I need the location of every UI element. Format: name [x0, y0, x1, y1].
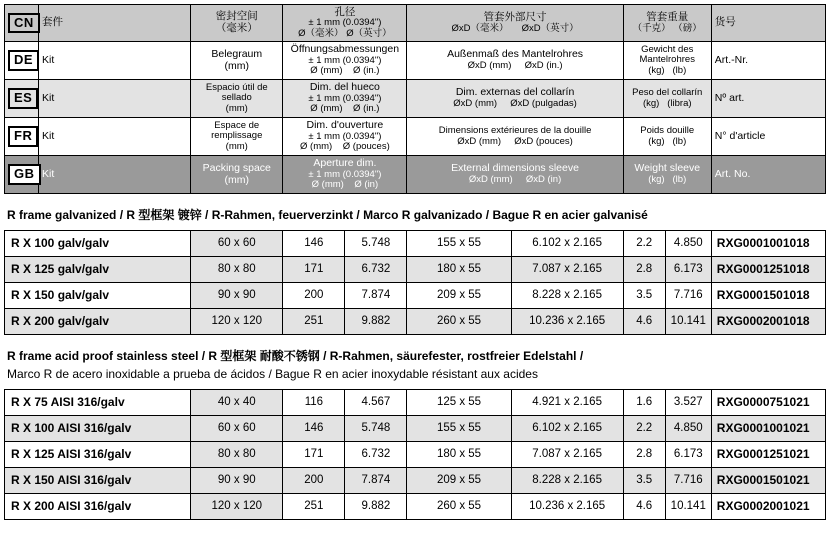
col-packing-space-es-l2: sellado: [221, 92, 252, 104]
col-art-gb: Art. No.: [711, 156, 825, 194]
section-title-galvanized-line1: R frame galvanized / R 型框架 镀锌 / R-Rahmen, feuerverzinkt / Marco R galvanizado / Bague R en acier galvanisé: [7, 208, 648, 222]
header-row-de: [5, 42, 826, 80]
col-aperture-es-mm: Ø (mm): [310, 103, 343, 115]
col-aperture-cn-tol: ± 1 mm (0.0394"): [308, 17, 382, 29]
lang-badge-fr: [5, 118, 39, 156]
section-title-galvanized: [7, 207, 826, 224]
col-aperture-de-title: Öffnungsabmessungen: [290, 43, 400, 55]
cell-weight-kg: 3.5: [623, 283, 665, 309]
cell-art-no: RXG0001001018: [711, 231, 825, 257]
table-row: [5, 390, 826, 416]
col-packing-space-gb: [191, 156, 283, 194]
table-row: [5, 416, 826, 442]
cell-packing-space: 80 x 80: [191, 257, 283, 283]
col-weight-fr-title: Poids douille: [640, 124, 695, 136]
col-external-de-units: [410, 61, 619, 72]
col-weight-cn-lb: （磅）: [673, 22, 702, 34]
col-aperture-fr-in: Ø (pouces): [342, 141, 390, 153]
table-row: [5, 309, 826, 335]
col-packing-space-fr: [191, 118, 283, 156]
cell-aperture-in: 4.567: [345, 390, 407, 416]
cell-kit: R X 100 galv/galv: [5, 231, 191, 257]
col-weight-de: [623, 42, 711, 80]
col-weight-cn-title: 管套重量: [646, 10, 689, 23]
cell-kit: R X 100 AISI 316/galv: [5, 416, 191, 442]
col-external-cn-in: ØxD（英寸）: [521, 22, 579, 34]
cell-weight-kg: 2.8: [623, 257, 665, 283]
col-packing-space-cn-l1: 密封空间: [215, 10, 258, 23]
col-weight-fr-lb: (lb): [672, 135, 687, 147]
table-r-frame-galvanized: [4, 230, 826, 335]
cell-ext-mm: 155 x 55: [407, 231, 511, 257]
col-weight-gb: [623, 156, 711, 194]
cell-art-no: RXG0001251018: [711, 257, 825, 283]
col-weight-es-lb: (libra): [667, 97, 692, 109]
col-aperture-fr: [283, 118, 407, 156]
col-aperture-es-title: Dim. del hueco: [309, 81, 380, 93]
cell-kit: R X 125 galv/galv: [5, 257, 191, 283]
cell-packing-space: 120 x 120: [191, 494, 283, 520]
col-aperture-cn-title: 孔径: [334, 5, 356, 18]
cell-ext-mm: 180 x 55: [407, 257, 511, 283]
col-aperture-es-units: [286, 104, 403, 115]
cell-ext-in: 4.921 x 2.165: [511, 390, 623, 416]
col-aperture-gb-units: [286, 180, 403, 191]
col-external-es: [407, 80, 623, 118]
col-aperture-fr-units: [286, 142, 403, 153]
col-kit-es: Kit: [39, 80, 191, 118]
lang-badge-fr-label: FR: [8, 126, 38, 146]
col-weight-cn-kg: （千克）: [632, 22, 671, 34]
col-external-gb-title: External dimensions sleeve: [451, 162, 579, 175]
cell-aperture-mm: 251: [283, 309, 345, 335]
cell-packing-space: 40 x 40: [191, 390, 283, 416]
cell-packing-space: 60 x 60: [191, 231, 283, 257]
section-title-acid-proof: [7, 348, 826, 383]
col-aperture-fr-title: Dim. d'ouverture: [306, 119, 384, 131]
cell-aperture-in: 5.748: [345, 416, 407, 442]
col-external-de: [407, 42, 623, 80]
lang-badge-es-label: ES: [8, 88, 38, 108]
col-external-gb-in: ØxD (in): [525, 174, 562, 186]
col-packing-space-es-l3: (mm): [225, 102, 248, 114]
cell-weight-kg: 2.2: [623, 231, 665, 257]
cell-packing-space: 60 x 60: [191, 416, 283, 442]
col-art-de: Art.-Nr.: [711, 42, 825, 80]
cell-aperture-mm: 171: [283, 257, 345, 283]
cell-weight-lb: 10.141: [665, 309, 711, 335]
col-aperture-de-tol: ± 1 mm (0.0394"): [308, 54, 382, 66]
cell-ext-mm: 260 x 55: [407, 309, 511, 335]
col-weight-gb-units: [627, 175, 708, 186]
col-aperture-es: [283, 80, 407, 118]
cell-art-no: RXG0000751021: [711, 390, 825, 416]
cell-kit: R X 150 AISI 316/galv: [5, 468, 191, 494]
col-external-cn-mm: ØxD（毫米）: [451, 22, 509, 34]
col-external-cn: [407, 5, 623, 42]
lang-badge-cn-label: CN: [8, 13, 40, 33]
cell-ext-in: 6.102 x 2.165: [511, 231, 623, 257]
col-weight-es-units: [627, 99, 708, 110]
cell-aperture-mm: 171: [283, 442, 345, 468]
col-art-fr: N° d'article: [711, 118, 825, 156]
cell-art-no: RXG0002001021: [711, 494, 825, 520]
col-aperture-es-tol: ± 1 mm (0.0394"): [308, 92, 382, 104]
cell-weight-kg: 4.6: [623, 309, 665, 335]
cell-kit: R X 200 AISI 316/galv: [5, 494, 191, 520]
col-external-cn-units: [410, 24, 619, 35]
col-external-gb: [407, 156, 623, 194]
col-packing-space-de-l1: Belegraum: [211, 47, 263, 60]
col-aperture-gb-mm: Ø (mm): [311, 179, 344, 191]
col-packing-space-gb-l2: (mm): [224, 173, 249, 186]
cell-weight-kg: 4.6: [623, 494, 665, 520]
cell-aperture-in: 9.882: [345, 494, 407, 520]
col-packing-space-gb-l1: Packing space: [202, 161, 271, 174]
cell-weight-lb: 6.173: [665, 442, 711, 468]
cell-aperture-in: 6.732: [345, 257, 407, 283]
cell-art-no: RXG0002001018: [711, 309, 825, 335]
table-row: [5, 231, 826, 257]
col-external-gb-units: [410, 175, 619, 186]
cell-ext-in: 6.102 x 2.165: [511, 416, 623, 442]
cell-art-no: RXG0001251021: [711, 442, 825, 468]
table-row: [5, 257, 826, 283]
cell-weight-lb: 4.850: [665, 416, 711, 442]
col-aperture-fr-tol: ± 1 mm (0.0394"): [308, 130, 382, 142]
cell-ext-in: 7.087 x 2.165: [511, 442, 623, 468]
col-packing-space-fr-l2: remplissage: [211, 130, 263, 142]
cell-ext-mm: 125 x 55: [407, 390, 511, 416]
cell-aperture-mm: 200: [283, 283, 345, 309]
table-row: [5, 494, 826, 520]
table-row: [5, 468, 826, 494]
cell-art-no: RXG0001501018: [711, 283, 825, 309]
cell-packing-space: 120 x 120: [191, 309, 283, 335]
col-external-es-in: ØxD (pulgadas): [510, 98, 577, 110]
cell-aperture-in: 9.882: [345, 309, 407, 335]
cell-weight-lb: 6.173: [665, 257, 711, 283]
col-external-de-title: Außenmaß des Mantelrohres: [447, 48, 584, 61]
col-art-es: Nº art.: [711, 80, 825, 118]
col-aperture-cn-in: Ø（英寸）: [346, 27, 392, 39]
cell-weight-lb: 4.850: [665, 231, 711, 257]
col-weight-gb-lb: (lb): [672, 174, 687, 186]
cell-weight-lb: 7.716: [665, 468, 711, 494]
lang-badge-es: [5, 80, 39, 118]
col-weight-fr-units: [627, 137, 708, 148]
col-external-fr-mm: ØxD (mm): [457, 135, 502, 147]
cell-ext-in: 10.236 x 2.165: [511, 309, 623, 335]
col-kit-de: Kit: [39, 42, 191, 80]
cell-packing-space: 90 x 90: [191, 468, 283, 494]
cell-ext-mm: 209 x 55: [407, 283, 511, 309]
col-kit-cn: 套件: [39, 5, 191, 42]
col-weight-de-units: [627, 66, 708, 77]
lang-badge-gb-label: GB: [8, 164, 41, 184]
cell-weight-kg: 1.6: [623, 390, 665, 416]
col-aperture-gb-title: Aperture dim.: [313, 157, 377, 169]
lang-badge-de-label: DE: [8, 50, 39, 70]
col-aperture-cn: [283, 5, 407, 42]
cell-weight-lb: 3.527: [665, 390, 711, 416]
cell-aperture-mm: 251: [283, 494, 345, 520]
col-weight-cn: [623, 5, 711, 42]
col-art-cn: 货号: [711, 5, 825, 42]
col-weight-de-title: Gewicht des Mantelrohres: [639, 43, 695, 66]
cell-aperture-in: 6.732: [345, 442, 407, 468]
col-packing-space-de: [191, 42, 283, 80]
cell-ext-in: 10.236 x 2.165: [511, 494, 623, 520]
cell-art-no: RXG0001001021: [711, 416, 825, 442]
col-aperture-gb-in: Ø (in): [354, 179, 379, 191]
col-weight-fr: [623, 118, 711, 156]
col-external-fr: [407, 118, 623, 156]
lang-badge-gb: [5, 156, 39, 194]
lang-badge-de: [5, 42, 39, 80]
cell-ext-mm: 209 x 55: [407, 468, 511, 494]
lang-badge-cn: [5, 5, 39, 42]
col-weight-de-kg: (kg): [648, 64, 665, 76]
cell-kit: R X 125 AISI 316/galv: [5, 442, 191, 468]
header-row-fr: [5, 118, 826, 156]
cell-packing-space: 80 x 80: [191, 442, 283, 468]
header-row-es: [5, 80, 826, 118]
cell-art-no: RXG0001501021: [711, 468, 825, 494]
col-packing-space-cn-l2: （毫米）: [215, 22, 258, 34]
cell-packing-space: 90 x 90: [191, 283, 283, 309]
cell-aperture-mm: 116: [283, 390, 345, 416]
col-external-de-in: ØxD (in.): [524, 60, 563, 72]
col-external-es-units: [410, 99, 619, 110]
col-external-fr-title: Dimensions extérieures de la douille: [438, 124, 592, 136]
col-weight-es-title: Peso del collarín: [632, 86, 703, 98]
col-aperture-de: [283, 42, 407, 80]
col-weight-cn-units: [627, 24, 708, 35]
col-packing-space-es-l1: Espacio útil de: [205, 81, 268, 93]
col-external-es-title: Dim. externas del collarín: [455, 86, 575, 99]
col-aperture-de-units: [286, 66, 403, 77]
col-kit-gb: Kit: [39, 156, 191, 194]
col-weight-gb-title: Weight sleeve: [634, 162, 701, 175]
col-weight-gb-kg: (kg): [648, 174, 665, 186]
cell-kit: R X 150 galv/galv: [5, 283, 191, 309]
cell-aperture-mm: 200: [283, 468, 345, 494]
col-aperture-gb-tol: ± 1 mm (0.0394"): [308, 168, 382, 180]
table-row: [5, 442, 826, 468]
cell-aperture-in: 7.874: [345, 468, 407, 494]
cell-ext-mm: 260 x 55: [407, 494, 511, 520]
col-aperture-cn-mm: Ø（毫米）: [298, 27, 344, 39]
col-external-cn-title: 管套外部尺寸: [483, 10, 547, 23]
section-title-acid-proof-line1: R frame acid proof stainless steel / R 型框架 耐酸不锈钢 / R-Rahmen, säurefester, rostfreier Edelstahl /: [7, 349, 584, 364]
col-external-de-mm: ØxD (mm): [467, 60, 512, 72]
header-row-cn: [5, 5, 826, 42]
section-title-acid-proof-line2: Marco R de acero inoxidable a prueba de ácidos / Bague R en acier inoxydable résistant aux acides: [7, 366, 538, 381]
col-aperture-de-in: Ø (in.): [353, 65, 380, 77]
cell-ext-in: 7.087 x 2.165: [511, 257, 623, 283]
table-row: [5, 283, 826, 309]
cell-kit: R X 200 galv/galv: [5, 309, 191, 335]
cell-ext-mm: 180 x 55: [407, 442, 511, 468]
col-packing-space-de-l2: (mm): [224, 59, 249, 72]
cell-weight-lb: 7.716: [665, 283, 711, 309]
col-external-es-mm: ØxD (mm): [453, 98, 498, 110]
cell-aperture-mm: 146: [283, 416, 345, 442]
col-weight-es-kg: (kg): [642, 97, 660, 109]
col-aperture-fr-mm: Ø (mm): [300, 141, 333, 153]
col-external-fr-in: ØxD (pouces): [514, 135, 573, 147]
header-row-gb: [5, 156, 826, 194]
col-aperture-es-in: Ø (in.): [353, 103, 380, 115]
cell-ext-in: 8.228 x 2.165: [511, 468, 623, 494]
col-weight-fr-kg: (kg): [648, 135, 665, 147]
cell-aperture-in: 5.748: [345, 231, 407, 257]
col-aperture-cn-units: [286, 29, 403, 40]
cell-weight-kg: 2.8: [623, 442, 665, 468]
cell-weight-lb: 10.141: [665, 494, 711, 520]
header-table: [4, 4, 826, 194]
col-packing-space-fr-l1: Espace de: [214, 119, 260, 131]
cell-ext-in: 8.228 x 2.165: [511, 283, 623, 309]
col-weight-es: [623, 80, 711, 118]
col-weight-de-lb: (lb): [672, 64, 687, 76]
col-external-fr-units: [410, 137, 619, 148]
col-packing-space-fr-l3: (mm): [225, 140, 248, 152]
col-kit-fr: Kit: [39, 118, 191, 156]
col-packing-space-cn: [191, 5, 283, 42]
cell-kit: R X 75 AISI 316/galv: [5, 390, 191, 416]
col-aperture-gb: [283, 156, 407, 194]
table-r-frame-acid-proof: [4, 389, 826, 520]
cell-aperture-in: 7.874: [345, 283, 407, 309]
cell-ext-mm: 155 x 55: [407, 416, 511, 442]
cell-weight-kg: 3.5: [623, 468, 665, 494]
col-packing-space-es: [191, 80, 283, 118]
cell-aperture-mm: 146: [283, 231, 345, 257]
cell-weight-kg: 2.2: [623, 416, 665, 442]
col-external-gb-mm: ØxD (mm): [468, 174, 513, 186]
col-aperture-de-mm: Ø (mm): [310, 65, 343, 77]
